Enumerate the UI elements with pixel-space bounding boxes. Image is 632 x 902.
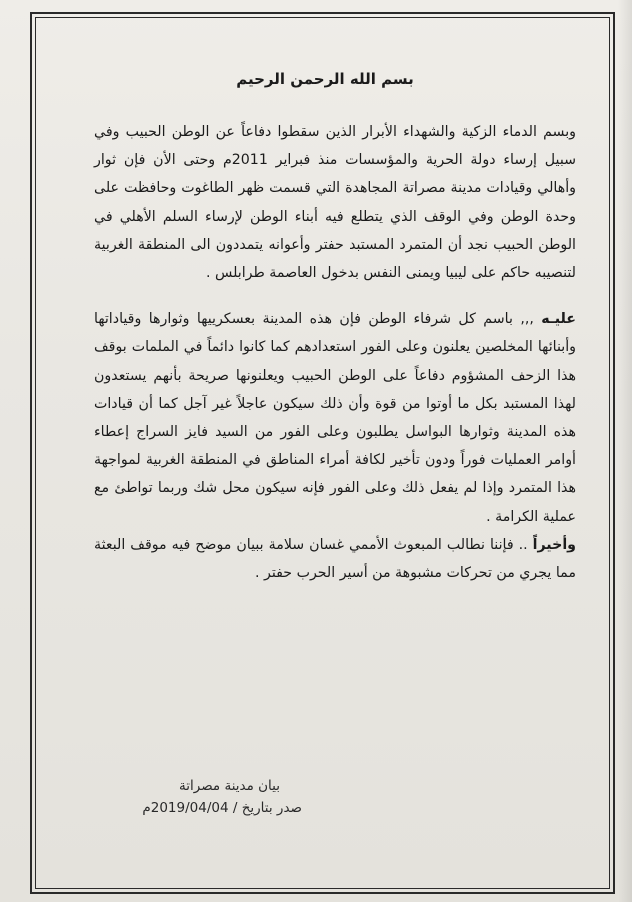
paragraph-2-text: ,,, باسم كل شرفاء الوطن فإن هذه المدينة بعسكرييها وثوارها وقياداتها وأبنائها المخلصين يعلنون وعلى الفور استعدادهم كما كانوا دائماً في الملمات بوقف هذا الزحف المشؤوم دفاعاً على الوطن الحبيب ويعلنونها صريحة بأنهم يستعدون لهذا المستبد بكل ما أوتوا من قوة وأن ذلك سيكون عاجلاً غير آجل كما أن قيادات هذه المدينة وثوارها البواسل يطلبون وعلى الفور من السيد فايز السراج إعطاء أوامر العمليات فوراً ودون تأخير لكافة أمراء المناطق في المنطقة الغربية لمواجهة هذا المتمرد وإذا لم يفعل ذلك وعلى الفور فإنه سيكون محل شك وربما تواطئ مع عملية الكرامة .: [94, 311, 576, 525]
paragraph-3-lead: وأخيراً: [532, 536, 576, 553]
signature-issuer: بيان مدينة مصراتة: [179, 778, 280, 794]
paragraph-2-lead: عليـه: [541, 311, 576, 328]
signature-date: صدر بتاريخ / 2019/04/04م: [142, 800, 302, 816]
document-body: [52, 70, 598, 587]
signature-block: [142, 775, 302, 819]
basmala-heading: بسم الله الرحمن الرحيم: [236, 70, 414, 88]
paragraph-1: وبسم الدماء الزكية والشهداء الأبرار الذين سقطوا دفاعاً عن الوطن الحبيب وفي سبيل إرساء دولة الحرية والمؤسسات منذ فبراير 2011م وحتى الأن فإن ثوار وأهالي وقيادات مدينة مصراتة المجاهدة التي قسمت ظهر الطاغوت وحافظت على وحدة الوطن وفي الوقف الذي يتطلع فيه أبناء الوطن لإرساء السلم الأهلي في الوطن الحبيب نجد أن المتمرد المستبد حفتر وأعوانه يتمددون الى المنطقة الغربية لتنصيبه حاكم على ليبيا ويمنى النفس بدخول العاصمة طرابلس .: [94, 124, 576, 282]
paragraph-3-text: .. فإننا نطالب المبعوث الأممي غسان سلامة ببيان موضح فيه موقف البعثة مما يجري من تحركات مشبوهة من أسير الحرب حفتر .: [94, 536, 576, 582]
page-edge-shadow: [618, 0, 632, 902]
paragraph-2: [52, 305, 598, 587]
